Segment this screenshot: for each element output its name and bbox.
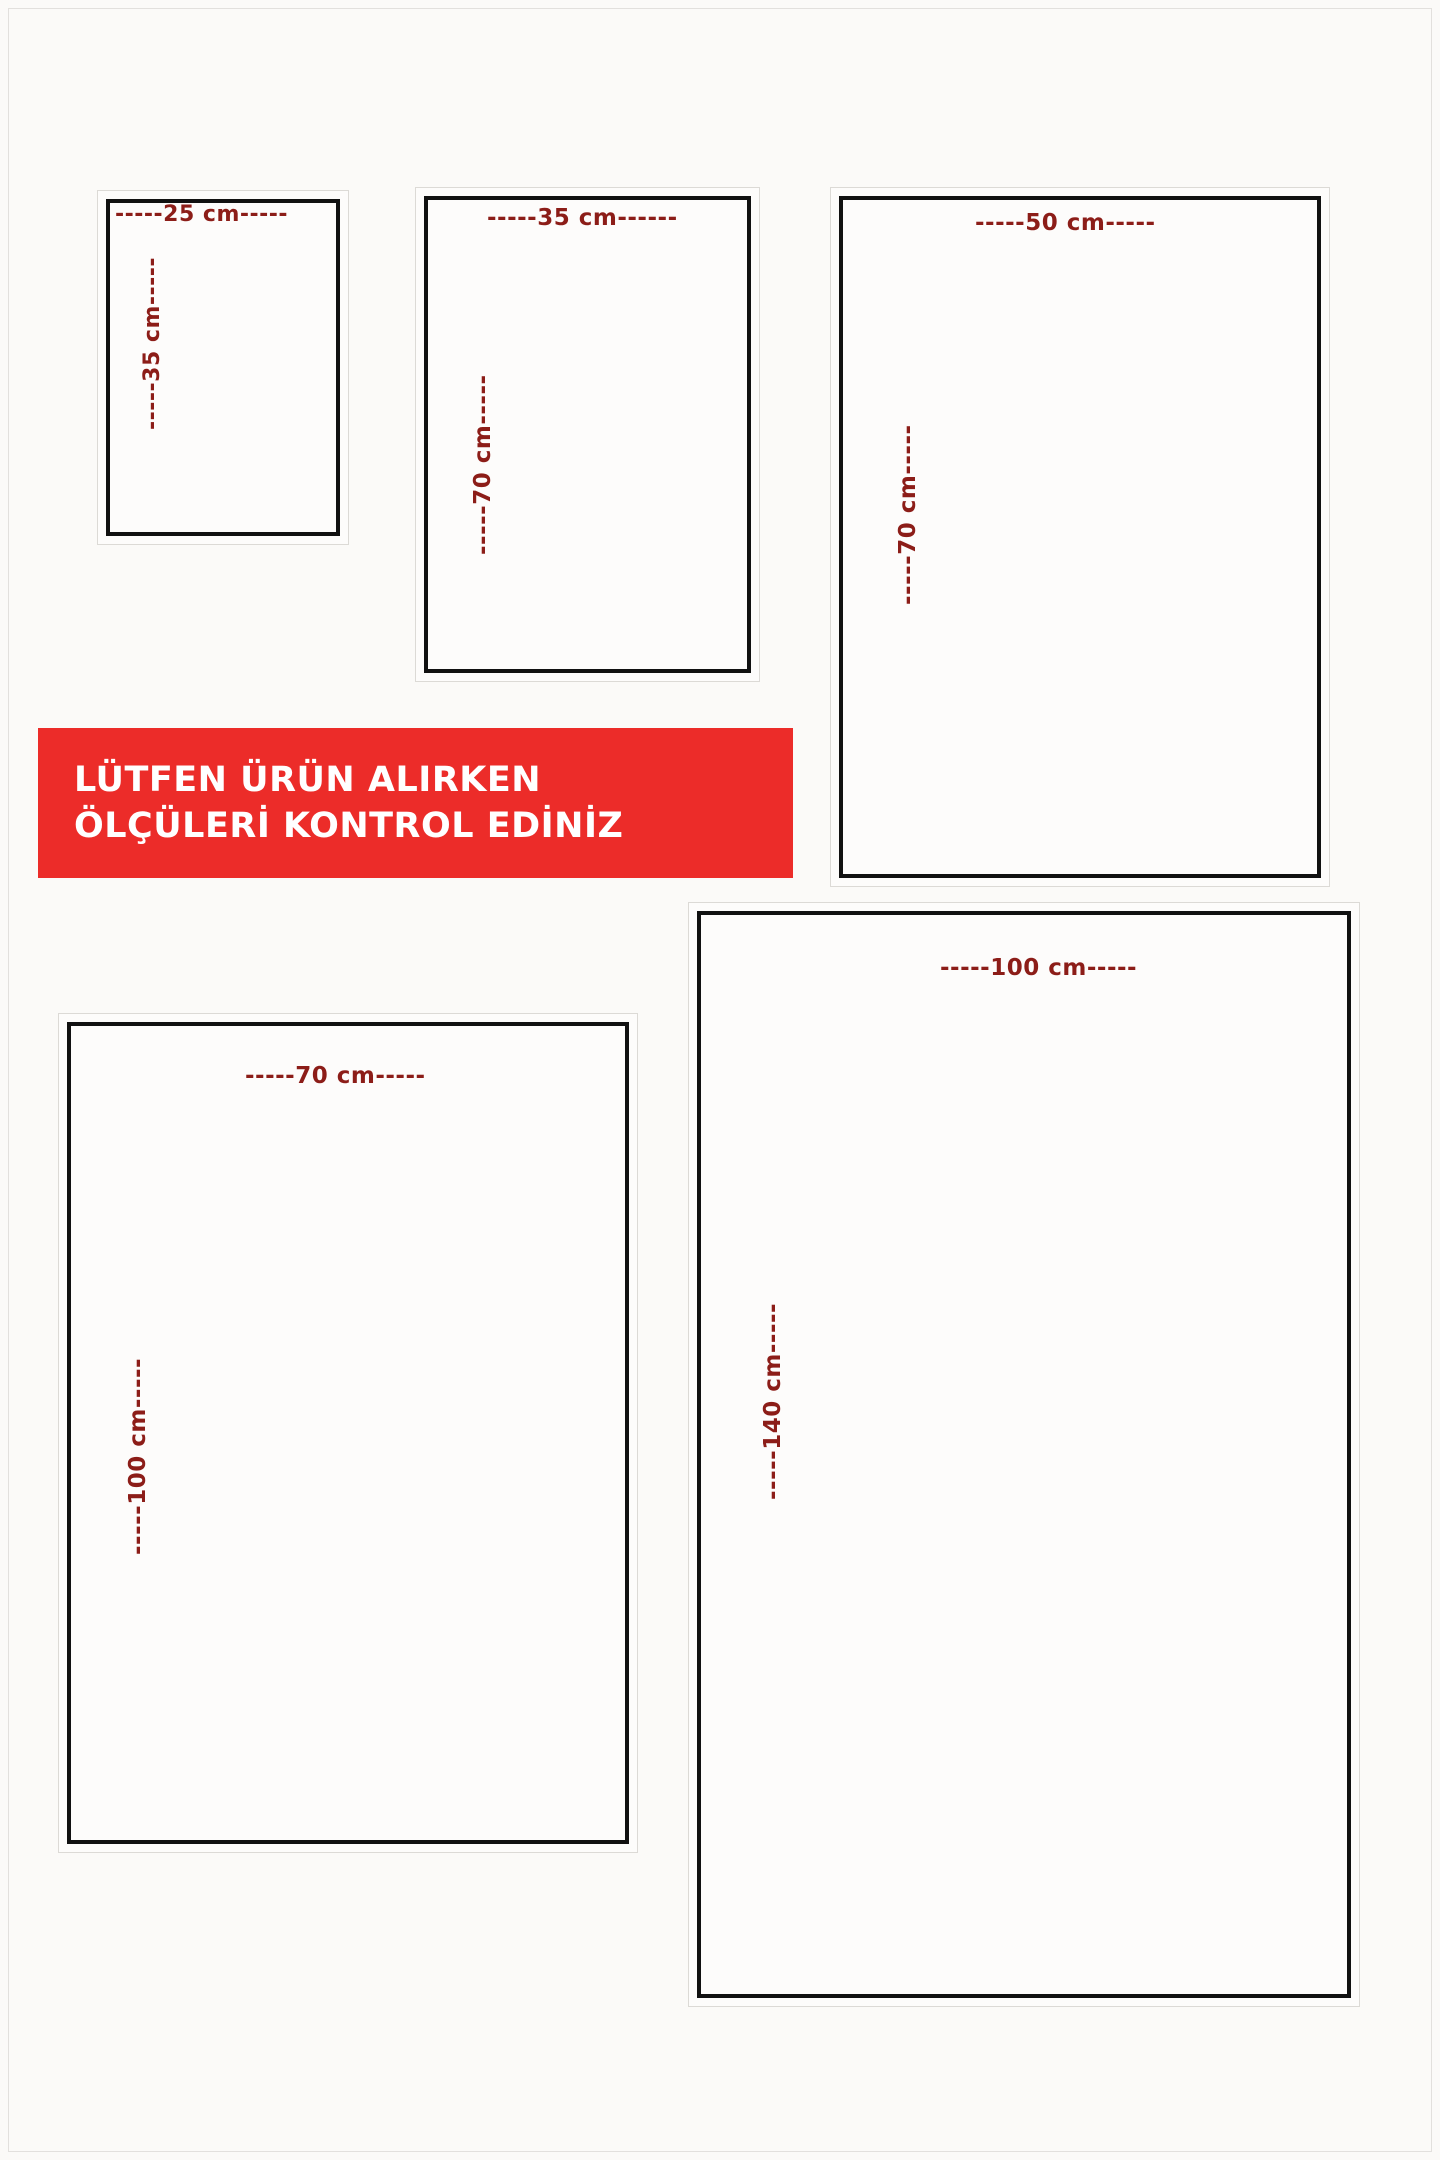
- dimension-width-25cm: -----25 cm-----: [115, 202, 289, 227]
- size-frame-inner: [839, 196, 1321, 878]
- size-frame-50x70: [830, 187, 1330, 887]
- size-frame-35x50: [415, 187, 760, 682]
- dimension-width-70cm: -----70 cm-----: [245, 1063, 426, 1089]
- warning-banner: [38, 728, 793, 878]
- size-frame-inner: [67, 1022, 629, 1844]
- size-frame-70x100: [58, 1013, 638, 1853]
- size-frame-100x140: [688, 902, 1360, 2007]
- size-frame-inner: [697, 911, 1351, 1998]
- warning-line-1: LÜTFEN ÜRÜN ALIRKEN: [74, 760, 542, 800]
- size-frame-inner: [106, 199, 340, 536]
- dimension-height-70cm: -----70 cm-----: [895, 424, 921, 605]
- dimension-width-100cm: -----100 cm-----: [940, 955, 1138, 981]
- size-frame-inner: [424, 196, 751, 673]
- dimension-width-50cm: -----50 cm-----: [975, 210, 1156, 236]
- dimension-height-100cm: -----100 cm-----: [125, 1357, 151, 1555]
- dimension-height-140cm: -----140 cm-----: [760, 1302, 786, 1500]
- dimension-height-35cm: -----35 cm-----: [140, 256, 165, 430]
- size-frame-25x35: [97, 190, 349, 545]
- dimension-height-50cm: -----70 cm-----: [470, 374, 496, 555]
- warning-line-2: ÖLÇÜLERİ KONTROL EDİNİZ: [74, 806, 624, 846]
- dimension-width-35cm: -----35 cm------: [487, 205, 678, 231]
